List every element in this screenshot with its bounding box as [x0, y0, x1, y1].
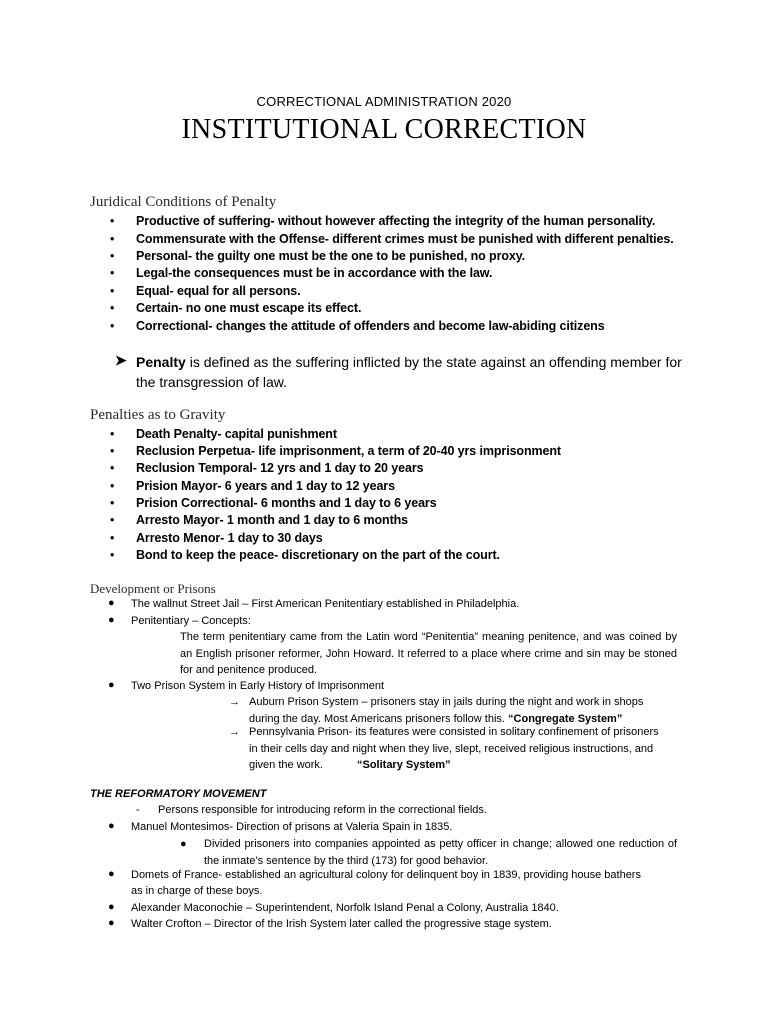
- list-item: ● Two Prison System in Early History of Imprisonment: [108, 679, 385, 692]
- list-item: • Death Penalty- capital punishment: [110, 427, 337, 441]
- section-heading-gravity: Penalties as to Gravity: [90, 407, 226, 423]
- list-item: ● Penitentiary – Concepts:: [108, 614, 251, 627]
- list-item: ● Walter Crofton – Director of the Irish System later called the progressive stage system.: [108, 917, 552, 930]
- list-item: • Productive of suffering- without however affecting the integrity of the human personality.: [110, 214, 656, 228]
- list-item: • Correctional- changes the attitude of offenders and become law-abiding citizens: [110, 319, 605, 333]
- penalty-definition-cont: the transgression of law.: [136, 374, 287, 390]
- section-heading-reformatory: THE REFORMATORY MOVEMENT: [90, 788, 267, 800]
- list-item-cont: as in charge of these boys.: [131, 885, 263, 897]
- list-item: • Commensurate with the Offense- different crimes must be punished with different penalties.: [110, 232, 674, 246]
- list-item: ● Alexander Maconochie – Superintendent, Norfolk Island Penal a Colony, Australia 1840.: [108, 901, 559, 914]
- list-item: • Certain- no one must escape its effect.: [110, 301, 362, 315]
- document-header: CORRECTIONAL ADMINISTRATION 2020: [256, 94, 512, 109]
- montesimos-sub-item: ● Divided prisoners into companies appointed as petty officer in change; allowed one reduction of the inmate’s sentence by the third (173) for good behavior.: [180, 838, 677, 867]
- section-heading-development: Development or Prisons: [90, 581, 216, 596]
- arrow-right-icon: →: [229, 726, 240, 738]
- list-item: ● Domets of France- established an agricultural colony for delinquent boy in 1839, providing house bathers: [108, 868, 641, 881]
- list-item: • Bond to keep the peace- discretionary on the part of the court.: [110, 548, 500, 562]
- list-item: • Personal- the guilty one must be the one to be punished, no proxy.: [110, 249, 526, 263]
- list-item: • Arresto Mayor- 1 month and 1 day to 6 months: [110, 513, 409, 527]
- penalty-definition: Penalty is defined as the suffering inflicted by the state against an offending member for: [136, 354, 682, 370]
- penitentiary-paragraph: The term penitentiary came from the Latin word “Penitentia” meaning penitence, and was coined by an English prisoner reformer, John Howard. It referred to a place where crime and sin may be stoned for and penitence produced.: [180, 631, 677, 676]
- list-item: ● Manuel Montesimos- Direction of prisons at Valeria Spain in 1835.: [108, 820, 453, 833]
- pennsylvania-line-1: Pennsylvania Prison- its features were consisted in solitary confinement of prisoners: [249, 726, 659, 738]
- section-heading-juridical: Juridical Conditions of Penalty: [90, 194, 277, 210]
- list-item: • Equal- equal for all persons.: [110, 284, 301, 298]
- pennsylvania-line-2: in their cells day and night when they live, slept, received religious instructions, and: [249, 743, 654, 755]
- list-item: • Arresto Menor- 1 day to 30 days: [110, 531, 323, 545]
- arrow-right-icon: →: [229, 696, 240, 708]
- document-title: INSTITUTIONAL CORRECTION: [181, 114, 587, 145]
- pennsylvania-line-3: given the work. “Solitary System”: [249, 759, 451, 771]
- list-item: • Reclusion Perpetua- life imprisonment, a term of 20-40 yrs imprisonment: [110, 444, 561, 458]
- auburn-line-2: during the day. Most Americans prisoners follow this. “Congregate System”: [249, 713, 623, 725]
- auburn-line-1: Auburn Prison System – prisoners stay in jails during the night and work in shops: [249, 696, 644, 708]
- list-item: • Reclusion Temporal- 12 yrs and 1 day to 20 years: [110, 461, 424, 475]
- list-item: • Prision Correctional- 6 months and 1 day to 6 years: [110, 496, 437, 510]
- arrow-bullet-icon: ➤: [115, 352, 127, 368]
- list-item: • Prision Mayor- 6 years and 1 day to 12 years: [110, 479, 395, 493]
- list-item: ● The wallnut Street Jail – First American Penitentiary established in Philadelphia.: [108, 597, 520, 610]
- list-item: • Legal-the consequences must be in accordance with the law.: [110, 266, 493, 280]
- list-item: - Persons responsible for introducing reform in the correctional fields.: [136, 804, 487, 816]
